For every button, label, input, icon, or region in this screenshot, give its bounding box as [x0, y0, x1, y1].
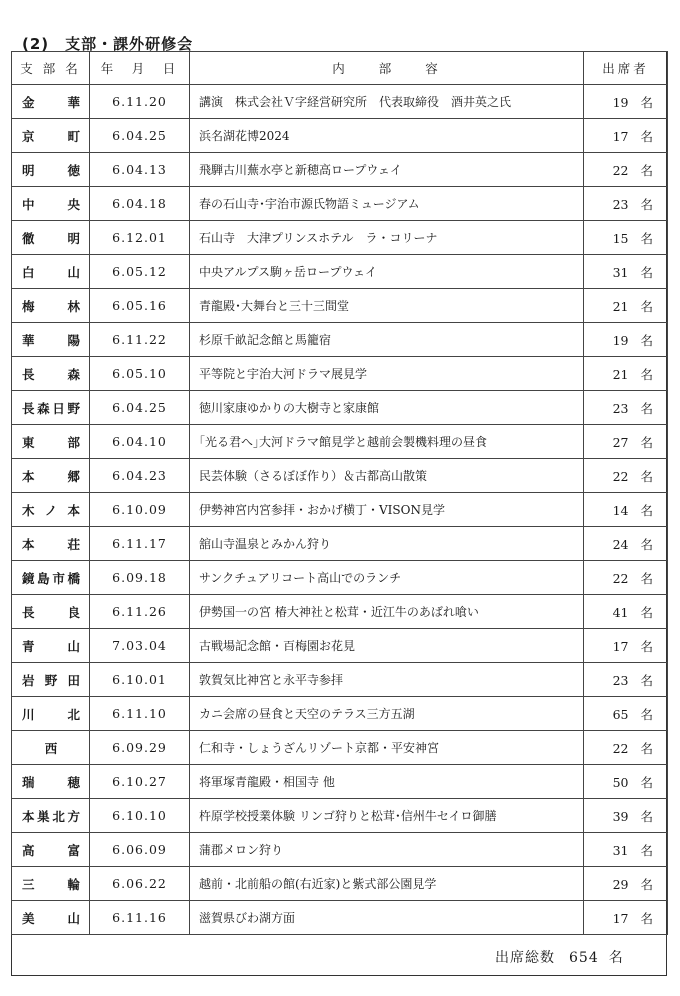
date-cell: 6.10.01: [90, 663, 190, 697]
attendee-unit: 名: [640, 366, 653, 382]
content-cell: 舘山寺温泉とみかん狩り: [190, 527, 584, 561]
table-row: [12, 459, 668, 493]
attendee-count: 27: [612, 434, 629, 450]
attendee-count: 17: [612, 638, 629, 654]
attendee-count: 19: [612, 94, 629, 110]
table-row: [12, 493, 668, 527]
branch-name: 金華: [12, 85, 90, 119]
attendee-count: 17: [612, 910, 629, 926]
branch-name: 本荘: [12, 527, 90, 561]
attendee-unit: 名: [640, 400, 653, 416]
branch-name: 東部: [12, 425, 90, 459]
content-cell: 石山寺 大津プリンスホテル ラ・コリーナ: [190, 221, 584, 255]
attendee-unit: 名: [640, 94, 653, 110]
attendee-count: 23: [612, 196, 629, 212]
content-cell: 青龍殿･大舞台と三十三間堂: [190, 289, 584, 323]
table-row: [12, 799, 668, 833]
attendee-unit: 名: [640, 740, 653, 756]
branch-name: 三輪: [12, 867, 90, 901]
content-cell: サンクチュアリコート高山でのランチ: [190, 561, 584, 595]
date-cell: 6.11.20: [90, 85, 190, 119]
attendee-unit: 名: [640, 128, 653, 144]
attendee-count: 24: [612, 536, 629, 552]
attendee-count: 21: [612, 366, 629, 382]
branch-name: 木ノ本: [12, 493, 90, 527]
date-cell: 6.06.09: [90, 833, 190, 867]
attendee-unit: 名: [640, 876, 653, 892]
table-row: [12, 323, 668, 357]
attendee-cell: [584, 629, 668, 663]
date-cell: 6.10.27: [90, 765, 190, 799]
attendee-count: 23: [612, 672, 629, 688]
table-row: [12, 697, 668, 731]
date-cell: 6.11.10: [90, 697, 190, 731]
table-row: [12, 255, 668, 289]
branch-name: 長森: [12, 357, 90, 391]
content-cell: カニ会席の昼食と天空のテラス三方五湖: [190, 697, 584, 731]
date-cell: 6.04.25: [90, 119, 190, 153]
content-cell: 中央アルプス駒ヶ岳ロープウェイ: [190, 255, 584, 289]
table-header-row: [12, 52, 668, 85]
table-row: [12, 833, 668, 867]
attendee-count: 23: [612, 400, 629, 416]
table-row: [12, 765, 668, 799]
branch-name: 長良: [12, 595, 90, 629]
attendee-unit: 名: [640, 842, 653, 858]
attendee-cell: [584, 187, 668, 221]
attendee-unit: 名: [640, 434, 653, 450]
attendee-unit: 名: [640, 332, 653, 348]
section-title: (2) 支部・課外研修会: [22, 35, 194, 53]
content-cell: 滋賀県びわ湖方面: [190, 901, 584, 935]
branch-training-table: [11, 51, 668, 935]
attendee-cell: [584, 867, 668, 901]
branch-name: 京町: [12, 119, 90, 153]
table-row: [12, 187, 668, 221]
attendee-count: 17: [612, 128, 629, 144]
table-row: [12, 85, 668, 119]
table-row: [12, 153, 668, 187]
attendee-count: 14: [612, 502, 629, 518]
table-row: [12, 221, 668, 255]
attendee-cell: [584, 255, 668, 289]
date-cell: 6.09.18: [90, 561, 190, 595]
date-cell: 6.04.10: [90, 425, 190, 459]
branch-name: 鏡島市橋: [12, 561, 90, 595]
attendee-unit: 名: [640, 264, 653, 280]
content-cell: 古戦場記念館・百梅園お花見: [190, 629, 584, 663]
branch-name: 川北: [12, 697, 90, 731]
attendee-unit: 名: [640, 570, 653, 586]
table-row: [12, 425, 668, 459]
attendee-count: 21: [612, 298, 629, 314]
attendee-cell: [584, 561, 668, 595]
attendee-cell: [584, 663, 668, 697]
attendee-unit: 名: [640, 808, 653, 824]
attendee-unit: 名: [640, 536, 653, 552]
attendee-unit: 名: [640, 910, 653, 926]
content-cell: 平等院と宇治大河ドラマ展見学: [190, 357, 584, 391]
date-cell: 6.04.13: [90, 153, 190, 187]
content-cell: 将軍塚青龍殿・相国寺 他: [190, 765, 584, 799]
branch-name: 白山: [12, 255, 90, 289]
table-row: [12, 901, 668, 935]
attendee-unit: 名: [640, 502, 653, 518]
attendee-cell: [584, 731, 668, 765]
attendee-count: 50: [612, 774, 629, 790]
table-row: [12, 289, 668, 323]
attendee-cell: [584, 119, 668, 153]
attendee-count: 31: [612, 842, 629, 858]
attendee-unit: 名: [640, 672, 653, 688]
branch-name: 本巣北方: [12, 799, 90, 833]
date-cell: 6.04.18: [90, 187, 190, 221]
content-cell: 敦賀気比神宮と永平寺参拝: [190, 663, 584, 697]
attendee-cell: [584, 765, 668, 799]
branch-name: 美山: [12, 901, 90, 935]
date-cell: 6.04.25: [90, 391, 190, 425]
table-row: [12, 595, 668, 629]
total-unit: 名: [608, 950, 624, 966]
content-cell: 民芸体験（さるぼぼ作り）＆古都高山散策: [190, 459, 584, 493]
attendee-count: 22: [612, 570, 629, 586]
attendee-cell: [584, 289, 668, 323]
content-cell: 徳川家康ゆかりの大樹寺と家康館: [190, 391, 584, 425]
attendee-cell: [584, 799, 668, 833]
date-cell: 6.12.01: [90, 221, 190, 255]
date-cell: 6.09.29: [90, 731, 190, 765]
branch-name: 長森日野: [12, 391, 90, 425]
branch-name: 華陽: [12, 323, 90, 357]
attendee-count: 31: [612, 264, 629, 280]
date-cell: 6.10.10: [90, 799, 190, 833]
table-row: [12, 357, 668, 391]
attendee-cell: [584, 595, 668, 629]
branch-name: 西: [12, 731, 90, 765]
date-cell: 6.11.22: [90, 323, 190, 357]
content-cell: 越前・北前船の館(右近家)と紫式部公園見学: [190, 867, 584, 901]
table-row: [12, 561, 668, 595]
content-cell: ｢光る君へ｣大河ドラマ館見学と越前会製機料理の昼食: [190, 425, 584, 459]
attendee-cell: [584, 323, 668, 357]
branch-name: 明徳: [12, 153, 90, 187]
content-cell: 仁和寺・しょうざんリゾート京都・平安神宮: [190, 731, 584, 765]
date-cell: 6.04.23: [90, 459, 190, 493]
date-cell: 6.06.22: [90, 867, 190, 901]
attendee-cell: [584, 425, 668, 459]
branch-name: 高富: [12, 833, 90, 867]
date-cell: 6.05.16: [90, 289, 190, 323]
table-row: [12, 629, 668, 663]
date-cell: 6.11.16: [90, 901, 190, 935]
table-row: [12, 731, 668, 765]
attendee-unit: 名: [640, 638, 653, 654]
content-cell: 講演 株式会社Ｖ字経営研究所 代表取締役 酒井英之氏: [190, 85, 584, 119]
branch-name: 岩野田: [12, 663, 90, 697]
content-cell: 蒲郡メロン狩り: [190, 833, 584, 867]
attendee-count: 22: [612, 740, 629, 756]
attendee-count: 19: [612, 332, 629, 348]
attendee-count: 22: [612, 468, 629, 484]
attendee-unit: 名: [640, 774, 653, 790]
attendee-count: 22: [612, 162, 629, 178]
header-content: 内 部 容: [190, 52, 584, 85]
attendee-cell: [584, 221, 668, 255]
table-row: [12, 527, 668, 561]
content-cell: 伊勢神宮内宮参拝・おかげ横丁・VISON見学: [190, 493, 584, 527]
attendee-cell: [584, 697, 668, 731]
table-row: [12, 391, 668, 425]
content-cell: 杵原学校授業体験 リンゴ狩りと松茸･信州牛セイロ御膳: [190, 799, 584, 833]
total-label: 出席総数: [495, 950, 555, 966]
attendee-unit: 名: [640, 230, 653, 246]
branch-name: 徹明: [12, 221, 90, 255]
branch-name: 梅林: [12, 289, 90, 323]
table-row: [12, 663, 668, 697]
content-cell: 春の石山寺･宇治市源氏物語ミュージアム: [190, 187, 584, 221]
attendee-unit: 名: [640, 604, 653, 620]
attendee-cell: [584, 901, 668, 935]
attendee-unit: 名: [640, 706, 653, 722]
date-cell: 6.10.09: [90, 493, 190, 527]
attendee-cell: [584, 527, 668, 561]
attendee-cell: [584, 459, 668, 493]
total-value: 654: [569, 950, 599, 966]
branch-name: 本郷: [12, 459, 90, 493]
date-cell: 6.11.26: [90, 595, 190, 629]
attendee-cell: [584, 391, 668, 425]
attendee-count: 65: [612, 706, 629, 722]
attendee-cell: [584, 357, 668, 391]
table-row: [12, 119, 668, 153]
attendee-cell: [584, 833, 668, 867]
date-cell: 6.05.12: [90, 255, 190, 289]
table-row: [12, 867, 668, 901]
branch-name: 青山: [12, 629, 90, 663]
content-cell: 伊勢国一の宮 椿大神社と松茸・近江牛のあばれ喰い: [190, 595, 584, 629]
attendee-cell: [584, 153, 668, 187]
attendee-count: 15: [612, 230, 629, 246]
attendee-cell: [584, 493, 668, 527]
header-attendees: 出席者: [584, 52, 668, 85]
attendee-unit: 名: [640, 468, 653, 484]
header-branch: 支 部 名: [12, 52, 90, 85]
content-cell: 飛騨古川蕪水亭と新穂高ロープウェイ: [190, 153, 584, 187]
attendee-cell: [584, 85, 668, 119]
date-cell: 6.11.17: [90, 527, 190, 561]
attendee-unit: 名: [640, 196, 653, 212]
attendee-count: 39: [612, 808, 629, 824]
attendee-unit: 名: [640, 298, 653, 314]
attendee-count: 41: [612, 604, 629, 620]
total-attendance: [495, 947, 624, 967]
branch-name: 瑞穂: [12, 765, 90, 799]
attendee-unit: 名: [640, 162, 653, 178]
header-date: 年 月 日: [90, 52, 190, 85]
content-cell: 杉原千畝記念館と馬籠宿: [190, 323, 584, 357]
date-cell: 7.03.04: [90, 629, 190, 663]
attendee-count: 29: [612, 876, 629, 892]
branch-name: 中央: [12, 187, 90, 221]
date-cell: 6.05.10: [90, 357, 190, 391]
content-cell: 浜名湖花博2024: [190, 119, 584, 153]
